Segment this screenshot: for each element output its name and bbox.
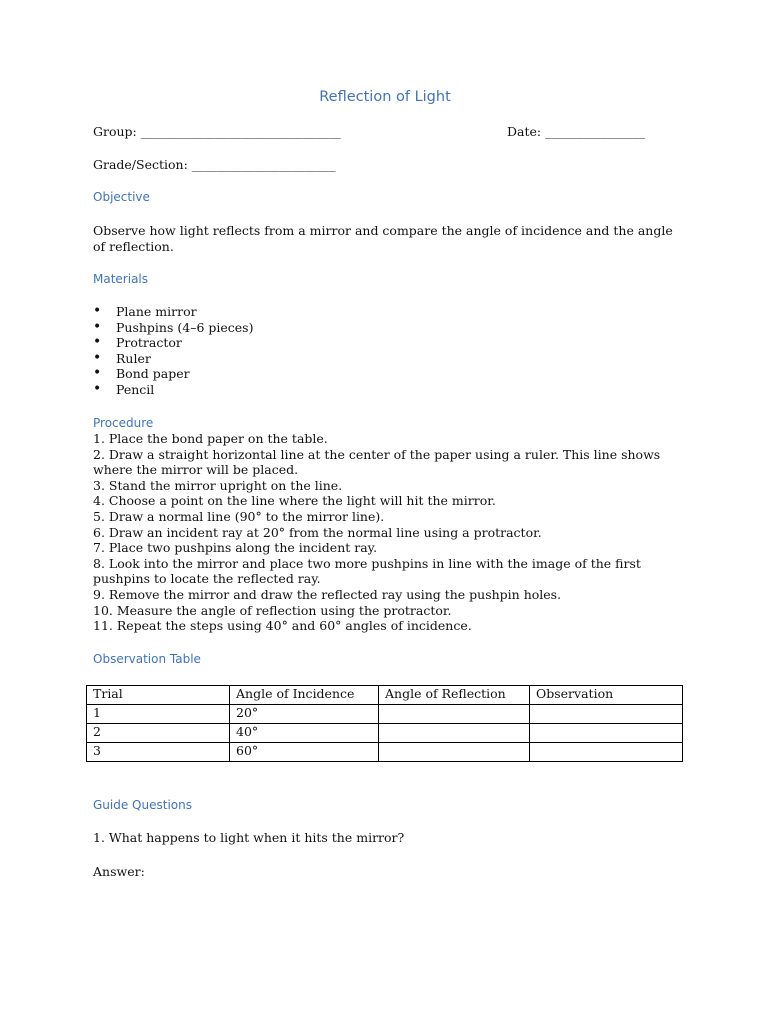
objective-text: Observe how light reflects from a mirror and compare the angle of incidence and the angle of reflection. bbox=[93, 223, 673, 254]
page-title: Reflection of Light bbox=[319, 89, 451, 105]
table-header-cell: Angle of Reflection bbox=[379, 686, 530, 705]
materials-list bbox=[93, 304, 253, 398]
guide-question-1: 1. What happens to light when it hits the mirror? bbox=[93, 830, 405, 845]
table-row bbox=[87, 705, 683, 724]
procedure-steps bbox=[93, 431, 683, 634]
procedure-step: 5. Draw a normal line (90° to the mirror line). bbox=[93, 508, 385, 524]
table-cell: 3 bbox=[87, 743, 230, 762]
table-header-cell: Trial bbox=[87, 686, 230, 705]
table-cell: 40° bbox=[230, 724, 379, 743]
answer-label: Answer: bbox=[93, 864, 145, 879]
list-item: • Pushpins (4–6 pieces) bbox=[93, 320, 253, 336]
table-header-cell: Observation bbox=[530, 686, 683, 705]
list-item: • Pencil bbox=[93, 382, 253, 398]
list-item: • Ruler bbox=[93, 351, 253, 367]
table-cell bbox=[379, 724, 530, 743]
procedure-step: 4. Choose a point on the line where the light will hit the mirror. bbox=[93, 493, 496, 509]
table-header-cell: Angle of Incidence bbox=[230, 686, 379, 705]
table-cell bbox=[530, 743, 683, 762]
procedure-step: 8. Look into the mirror and place two more pushpins in line with the image of the first pushpins to locate the reflected ray. bbox=[93, 555, 641, 587]
materials-heading: Materials bbox=[93, 272, 149, 286]
grade-section-field: Grade/Section: _______________________ bbox=[93, 157, 336, 172]
table-header-row bbox=[87, 686, 683, 705]
observation-table-heading: Observation Table bbox=[93, 652, 201, 666]
procedure-heading: Procedure bbox=[93, 416, 154, 430]
table-cell: 2 bbox=[87, 724, 230, 743]
group-field: Group: ________________________________ bbox=[93, 124, 341, 139]
table-cell bbox=[530, 705, 683, 724]
guide-questions-heading: Guide Questions bbox=[93, 798, 192, 812]
table-cell bbox=[530, 724, 683, 743]
procedure-step: 10. Measure the angle of reflection using the protractor. bbox=[93, 602, 452, 618]
table-cell bbox=[379, 743, 530, 762]
table-row bbox=[87, 724, 683, 743]
procedure-step: 6. Draw an incident ray at 20° from the normal line using a protractor. bbox=[93, 524, 542, 540]
procedure-step: 11. Repeat the steps using 40° and 60° angles of incidence. bbox=[93, 618, 472, 634]
date-field: Date: ________________ bbox=[507, 124, 646, 139]
procedure-step: 9. Remove the mirror and draw the reflected ray using the pushpin holes. bbox=[93, 586, 562, 602]
procedure-step: 1. Place the bond paper on the table. bbox=[93, 431, 328, 446]
list-item: • Bond paper bbox=[93, 366, 253, 382]
table-cell bbox=[379, 705, 530, 724]
objective-heading: Objective bbox=[93, 190, 150, 204]
table-cell: 20° bbox=[230, 705, 379, 724]
table-row bbox=[87, 743, 683, 762]
table-cell: 1 bbox=[87, 705, 230, 724]
procedure-step: 2. Draw a straight horizontal line at the center of the paper using a ruler. This line shows where the mirror will be placed. bbox=[93, 446, 661, 478]
list-item: • Protractor bbox=[93, 335, 253, 351]
procedure-step: 3. Stand the mirror upright on the line. bbox=[93, 477, 343, 493]
observation-table bbox=[86, 685, 683, 762]
list-item: • Plane mirror bbox=[93, 304, 253, 320]
table-cell: 60° bbox=[230, 743, 379, 762]
procedure-step: 7. Place two pushpins along the incident ray. bbox=[93, 540, 378, 556]
